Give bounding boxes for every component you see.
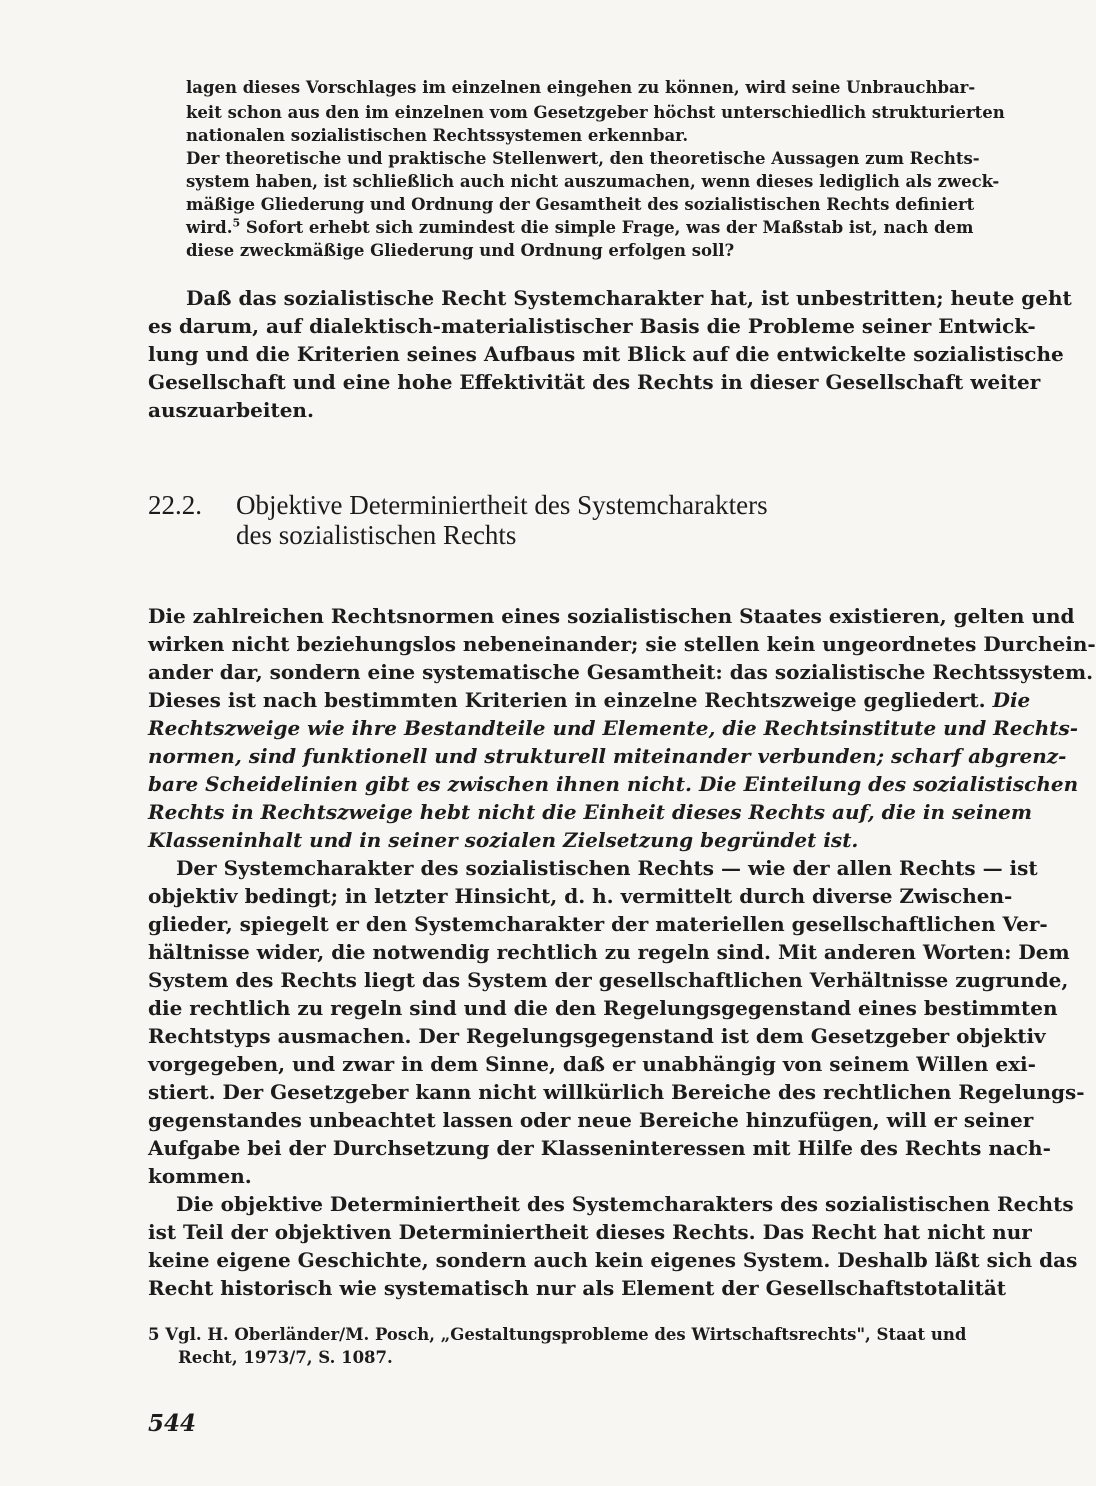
text-line: auszuarbeiten. — [148, 398, 314, 422]
text-line: ist Teil der objektiven Determiniertheit dieses Rechts. Das Recht hat nicht nur — [148, 1220, 1032, 1244]
text-line: keine eigene Geschichte, sondern auch kein eigenes System. Deshalb läßt sich das — [148, 1248, 1078, 1272]
text-line: Gesellschaft und eine hohe Effektivität des Rechts in dieser Gesellschaft weiter — [148, 370, 1041, 394]
text-line: lung und die Kriterien seines Aufbaus mit Blick auf die entwickelte sozialistische — [148, 342, 1064, 366]
section-title-line2: des sozialistischen Rechts — [236, 520, 517, 550]
text-line: stiert. Der Gesetzgeber kann nicht willkürlich Bereiche des rechtlichen Regelungs- — [148, 1080, 1085, 1104]
text-line: glieder, spiegelt er den Systemcharakter der materiellen gesellschaftlichen Ver- — [148, 912, 1048, 936]
text-line: ander dar, sondern eine systematische Gesamtheit: das sozialistische Rechtssystem. — [148, 660, 1094, 684]
text-line: Rechtszweige wie ihre Bestandteile und Elemente, die Rechtsinstitute und Rechts- — [148, 716, 1079, 740]
text-line: System des Rechts liegt das System der gesellschaftlichen Verhältnisse zugrunde, — [148, 968, 1069, 992]
text-line: Dieses ist nach bestimmten Kriterien in einzelne Rechtszweige gegliedert. Die — [148, 688, 1031, 712]
text-line: keit schon aus den im einzelnen vom Gesetzgeber höchst unterschiedlich strukturierten — [186, 103, 1005, 122]
text-line: Der Systemcharakter des sozialistischen Rechts — wie der allen Rechts — ist — [176, 856, 1038, 880]
text-line: die rechtlich zu regeln sind und die den Regelungsgegenstand eines bestimmten — [148, 996, 1058, 1020]
footnote-line: 5 Vgl. H. Oberländer/M. Posch, „Gestaltungsprobleme des Wirtschaftsrechts", Staat und — [148, 1325, 967, 1344]
text-line: Daß das sozialistische Recht Systemcharakter hat, ist unbestritten; heute geht — [186, 286, 1072, 310]
text-line: es darum, auf dialektisch-materialistischer Basis die Probleme seiner Entwick- — [148, 314, 1036, 338]
footnote-reference: 5 — [232, 216, 241, 230]
text-line: kommen. — [148, 1164, 252, 1188]
text-line: objektiv bedingt; in letzter Hinsicht, d. h. vermittelt durch diverse Zwischen- — [148, 884, 1013, 908]
text-line: vorgegeben, und zwar in dem Sinne, daß er unabhängig von seinem Willen exi- — [148, 1052, 1036, 1076]
text-line: diese zweckmäßige Gliederung und Ordnung erfolgen soll? — [186, 241, 735, 260]
text-line: lagen dieses Vorschlages im einzelnen eingehen zu können, wird seine Unbrauchbar- — [186, 78, 976, 97]
text-line: Aufgabe bei der Durchsetzung der Klasseninteressen mit Hilfe des Rechts nach- — [148, 1136, 1051, 1160]
text-line: wirken nicht beziehungslos nebeneinander; sie stellen kein ungeordnetes Durchein- — [148, 632, 1096, 656]
text-line: mäßige Gliederung und Ordnung der Gesamtheit des sozialistischen Rechts definiert — [186, 195, 975, 214]
section-title-line1: Objektive Determiniertheit des Systemcharakters — [236, 490, 768, 520]
text-line: hältnisse wider, die notwendig rechtlich zu regeln sind. Mit anderen Worten: Dem — [148, 940, 1070, 964]
text-line: system haben, ist schließlich auch nicht auszumachen, wenn dieses lediglich als zweck- — [186, 172, 1000, 191]
text-line: Rechtstyps ausmachen. Der Regelungsgegenstand ist dem Gesetzgeber objektiv — [148, 1024, 1046, 1048]
text-line: Der theoretische und praktische Stellenwert, den theoretische Aussagen zum Rechts- — [186, 149, 980, 168]
footnote-line: Recht, 1973/7, S. 1087. — [178, 1348, 393, 1367]
page-number: 544 — [148, 1410, 197, 1437]
text-line: Die zahlreichen Rechtsnormen eines sozialistischen Staates existieren, gelten und — [148, 604, 1075, 628]
emphasis-text: Die — [992, 688, 1031, 712]
text-line: bare Scheidelinien gibt es zwischen ihnen nicht. Die Einteilung des sozialistischen — [148, 772, 1079, 796]
text-line: Rechts in Rechtszweige hebt nicht die Einheit dieses Rechts auf, die in seinem — [148, 800, 1032, 824]
section-number: 22.2. — [148, 490, 202, 520]
text-line: wird.$^5$ Sofort erhebt sich zumindest die simple Frage, was der Maßstab ist, nach dem — [186, 216, 974, 237]
text-line: Die objektive Determiniertheit des Systemcharakters des sozialistischen Rechts — [176, 1192, 1074, 1216]
text-line: Recht historisch wie systematisch nur als Element der Gesellschaftstotalität — [148, 1276, 1007, 1300]
text-line: gegenstandes unbeachtet lassen oder neue Bereiche hinzufügen, will er seiner — [148, 1108, 1034, 1132]
text-line: nationalen sozialistischen Rechtssystemen erkennbar. — [186, 126, 689, 145]
text-line: Klasseninhalt und in seiner sozialen Zielsetzung begründet ist. — [148, 828, 859, 852]
text-line: normen, sind funktionell und strukturell miteinander verbunden; scharf abgrenz- — [148, 744, 1067, 768]
